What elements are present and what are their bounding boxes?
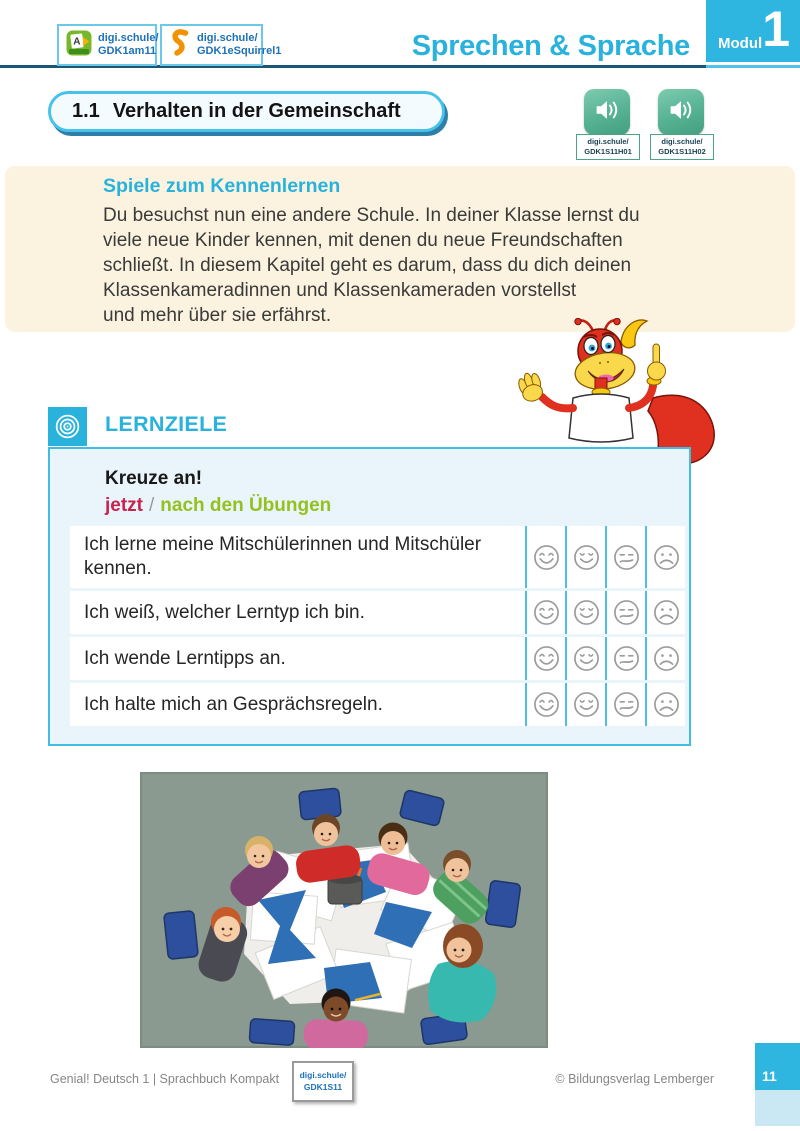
intro-line: Klassenkameradinnen und Klassenkameraden vorstellst [103, 280, 577, 301]
smiley-unsure-icon[interactable] [605, 591, 645, 634]
lernziele-table [70, 526, 685, 729]
intro-heading: Spiele zum Kennenlernen [103, 175, 341, 197]
badge-url-line2: GDK1eSquirrel1 [197, 45, 282, 57]
smiley-sad-icon[interactable] [645, 683, 685, 726]
page-title: Sprechen & Sprache [411, 30, 690, 62]
table-row [70, 526, 685, 588]
legend-separator: / [149, 495, 155, 516]
intro-line: und mehr über sie erfährst. [103, 305, 332, 326]
page-number-tab [755, 1043, 800, 1090]
audio-button-2[interactable] [658, 89, 704, 135]
page-number: 11 [762, 1068, 777, 1084]
page-edge-tab [755, 1090, 800, 1126]
alphabet-app-icon [66, 30, 92, 61]
smiley-unsure-icon[interactable] [605, 526, 645, 588]
audio-url-line1: digi.schule/ [661, 137, 703, 147]
badge-url-line1: digi.schule/ [98, 31, 159, 44]
intro-line: viele neue Kinder kennen, mit denen du neue Freundschaften [103, 230, 623, 251]
smiley-happy-icon[interactable] [565, 526, 605, 588]
legend-now: jetzt [105, 495, 143, 516]
header-divider-accent [706, 65, 800, 68]
smiley-happy-icon[interactable] [565, 591, 605, 634]
book-title: Genial! Deutsch 1 | Sprachbuch Kompakt [50, 1072, 280, 1086]
squirrel-icon [169, 28, 191, 63]
badge-url-line1: digi.schule/ [197, 31, 258, 44]
audio-link-label-2[interactable] [650, 134, 714, 160]
audio-url-line1: digi.schule/ [587, 137, 629, 147]
speaker-icon [590, 93, 624, 132]
lernziele-panel [48, 447, 691, 746]
module-tab [706, 0, 800, 62]
audio-url-line2: GDK1S11H01 [584, 147, 632, 156]
smiley-very-happy-icon[interactable] [525, 683, 565, 726]
footer-badge-line1: digi.schule/ [299, 1070, 347, 1081]
goal-text: Ich weiß, welcher Lerntyp ich bin. [84, 601, 365, 623]
smiley-very-happy-icon[interactable] [525, 591, 565, 634]
lernziele-legend [105, 495, 331, 517]
section-number: 1.1 [72, 100, 100, 122]
smiley-unsure-icon[interactable] [605, 683, 645, 726]
section-heading-pill [48, 91, 445, 132]
footer-digi-schule-badge[interactable] [292, 1061, 354, 1102]
footer-badge-line2: GDK1S11 [303, 1081, 343, 1092]
audio-url-line2: GDK1S11H02 [658, 147, 706, 156]
smiley-unsure-icon[interactable] [605, 637, 645, 680]
smiley-sad-icon[interactable] [645, 591, 685, 634]
lernziele-instruction: Kreuze an! [105, 468, 203, 489]
intro-line: Du besuchst nun eine andere Schule. In deiner Klasse lernst du [103, 205, 640, 226]
audio-link-label-1[interactable] [576, 134, 640, 160]
ant-mascot [505, 318, 745, 464]
table-row [70, 591, 685, 634]
target-icon [48, 407, 87, 446]
table-row [70, 683, 685, 726]
smiley-very-happy-icon[interactable] [525, 637, 565, 680]
smiley-happy-icon[interactable] [565, 683, 605, 726]
badge-url-line2: GDK1am11 [98, 45, 157, 57]
copyright-notice: © Bildungsverlag Lemberger [555, 1072, 714, 1086]
table-row [70, 637, 685, 680]
goal-text: Ich lerne meine Mitschülerinnen und Mitschüler kennen. [84, 534, 482, 579]
intro-line: schließt. In diesem Kapitel geht es darum, dass du dich deinen [103, 255, 632, 276]
lernziele-title: LERNZIELE [105, 412, 228, 436]
svg-text:A: A [73, 36, 81, 47]
goal-text: Ich halte mich an Gesprächsregeln. [84, 693, 383, 715]
smiley-sad-icon[interactable] [645, 526, 685, 588]
digi-schule-link-badge-1[interactable] [57, 24, 157, 66]
children-group-table-photo [140, 772, 548, 1048]
goal-text: Ich wende Lerntipps an. [84, 647, 286, 669]
module-label: Modul [718, 35, 763, 52]
legend-after: nach den Übungen [160, 495, 332, 516]
digi-schule-link-badge-2[interactable] [160, 24, 282, 66]
audio-button-1[interactable] [584, 89, 630, 135]
smiley-very-happy-icon[interactable] [525, 526, 565, 588]
intro-paragraph [103, 203, 640, 328]
smiley-sad-icon[interactable] [645, 637, 685, 680]
section-heading: Verhalten in der Gemeinschaft [112, 100, 401, 122]
speaker-icon [664, 93, 698, 132]
smiley-happy-icon[interactable] [565, 637, 605, 680]
module-number: 1 [762, 1, 790, 57]
